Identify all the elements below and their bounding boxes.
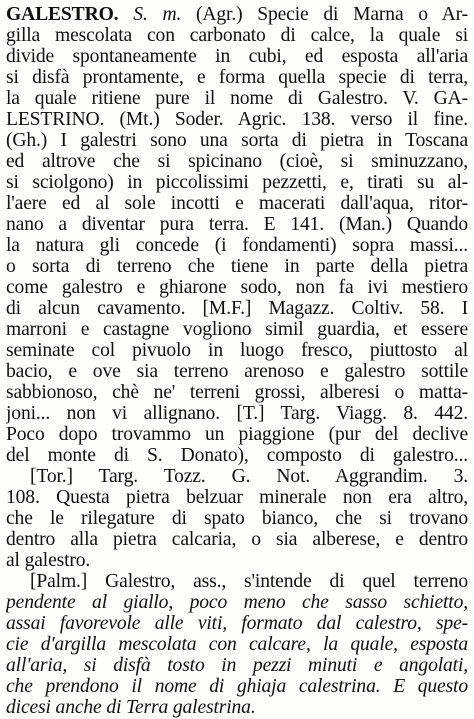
text-line: gilla mescolata con carbonato di calce, la quale si (6, 25, 468, 46)
text-line: all'aria, si disfà tosto in pezzi minuti e angolati, (6, 655, 468, 676)
text-line-indented: [Tor.] Targ. Tozz. G. Not. Aggrandim. 3. (30, 466, 468, 487)
text-line: joni... non vi allignano. [T.] Targ. Viagg. 8. 442. (6, 403, 468, 424)
text-line-last: al galestro. (6, 550, 91, 571)
text-line: ed altrove che si spicinano (cioè, si sminuzzano, (6, 151, 468, 172)
text-line: si sciolgono) in piccolissimi pezzetti, e, tirati su al- (6, 172, 468, 193)
text-line (6, 4, 468, 26)
text-line: sabbionoso, chè ne' terreni grossi, alberesi o matta- (6, 382, 468, 403)
text-line: del monte di S. Donato), composto di galestro... (6, 445, 468, 466)
text-line: di alcun cavamento. [M.F.] Magazz. Coltiv. 58. I (6, 298, 468, 319)
text-line: si disfà prontamente, e forma quella specie di terra, (6, 67, 468, 88)
text-line: assai favorevole alle viti, formato dal calestro, spe- (6, 613, 468, 634)
text-line: come galestro e ghiarone sodo, non fa ivi mestiero (6, 277, 468, 298)
text-line: divide spontaneamente in cubi, ed esposta all'aria (6, 46, 468, 67)
text-line: 108. Questa pietra belzuar minerale non era altro, (6, 487, 468, 508)
text-line: che le rilegature di spato bianco, che si trovano (6, 508, 468, 529)
text-line: nano a diventar pura terra. E 141. (Man.) Quando (6, 214, 468, 235)
text-line: dentro alla pietra calcaria, o sia alberese, e dentro (6, 529, 468, 550)
text-line: pendente al giallo, poco meno che sasso schietto, (6, 592, 468, 613)
text-line: cie d'argilla mescolata con calcare, la quale, esposta (6, 634, 468, 655)
text-line-last: dicesi anche di Terra galestrina. (6, 697, 256, 718)
text-line: l'aere ed al sole incotti e macerati dall'aqua, ritor- (6, 193, 468, 214)
text-line: (Gh.) I galestri sono una sorta di pietra in Toscana (6, 130, 468, 151)
text-line: bacio, e ove sia terreno arenoso e galestro sottile (6, 361, 468, 382)
text-line: seminate col pivuolo in luogo fresco, piuttosto al (6, 340, 468, 361)
text-line-indented: [Palm.] Galestro, ass., s'intende di quel terreno (30, 571, 468, 592)
text-line-tail: (Agr.) Specie di Marna o Ar- (181, 4, 468, 25)
text-line: marroni e castagne vogliono simil guardia, et essere (6, 319, 468, 340)
text-line: la natura gli concede (i fondamenti) sopra massi... (6, 235, 468, 256)
text-line: o sorta di terreno che tiene in parte della pietra (6, 256, 468, 277)
headword: GALESTRO. (6, 4, 119, 25)
text-line: la quale ritiene pure il nome di Galestro. V. GA- (6, 88, 468, 109)
text-line: LESTRINO. (Mt.) Soder. Agric. 138. verso il fine. (6, 109, 468, 130)
grammar-tag: S. m. (133, 4, 182, 25)
text-line: che prendono il nome di ghiaja calestrina. E questo (6, 676, 468, 697)
text-line: Poco dopo trovammo un piaggione (pur del declive (6, 424, 468, 445)
